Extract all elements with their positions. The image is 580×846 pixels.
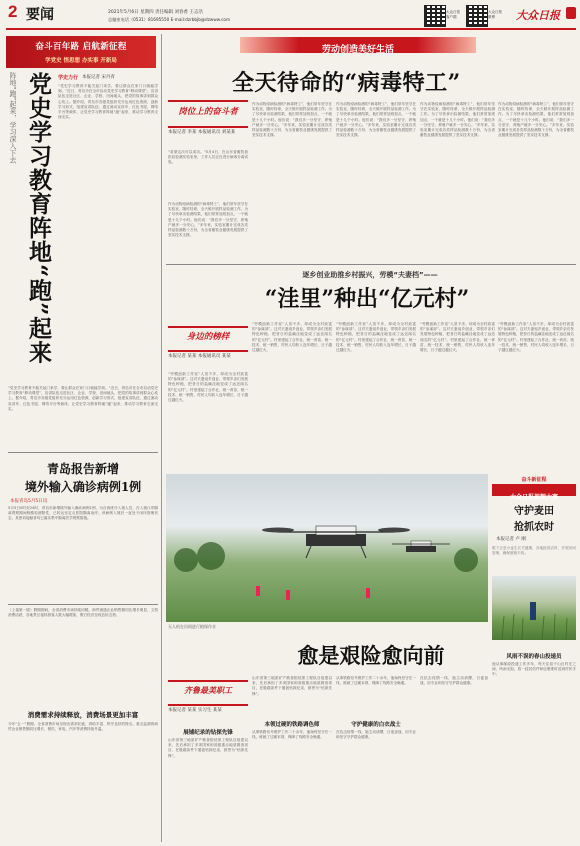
drone-left-icon: [262, 526, 410, 558]
frontline-sub3: 守护健康的白衣战士: [351, 722, 401, 728]
feature-body-3: 作为动物疫病检测的“病毒特工”，他们常年坚守在实验室，随时待命，全天候开展样品检测工作。为了尽快拿出检测结果，他们常常加班加点，一干就是十几个小时。他们说：“我们多一分坚守，养殖户就多一分安心。”多年来，实验室累计完成各类样品检测数十万份，为全省畜牧业健康发展提供了坚实技术支撑。: [336, 102, 416, 138]
left-main-byline: 本报记者 宋丹青: [82, 75, 115, 80]
wheat-body2: 他从事邮政投递工作多年，每天往返于山区村庄之间，风雨无阻，将一封封信件和包裹准时送到村民手中。: [492, 662, 576, 677]
drone-caption: 无人机在田间进行植保作业: [168, 624, 216, 629]
paper-name-logo: 大众日报: [516, 9, 560, 22]
rural-body-5: “劳模创新工作室”人虽不多，却成为全村致富的“参谋部”。这对夫妻返乡创业，带领乡亲们发展特色种植，把昔日的盐碱洼地变成了远近闻名的“亿元村”。村里建起了合作社，统一育苗、统一技术、统一销售，村民人均收入连年增长，日子越过越红火。: [498, 322, 574, 353]
feature-body-5: 作为动物疫病检测的“病毒特工”，他们常年坚守在实验室，随时待命，全天候开展样品检测工作。为了尽快拿出检测结果，他们常常加班加点，一干就是十几个小时。他们说：“我们多一分坚守，养殖户就多一分安心。”多年来，实验室累计完成各类样品检测数十万份，为全省畜牧业健康发展提供了坚实技术支撑。: [498, 102, 574, 138]
column-separator: [161, 34, 162, 842]
farmer-figure: [530, 602, 536, 620]
post-label: [168, 100, 248, 128]
rural-top-rule: [166, 264, 576, 265]
drone-right-icon: [392, 541, 450, 552]
frontline-sub1: 展铺纪录的钻探先锋: [183, 730, 233, 736]
frontline-body3: 在抗击疫情一线，她主动请缨，日夜奋战，用专业和坚守守护群众健康。: [336, 730, 416, 740]
left-main-kicker: 学史力行: [58, 75, 79, 81]
left-main-body-continued: “党史学习教育不能关起门来学，要让群众在家门口就能学到。”近日，青岛市在全市启动党史学习教育“移动课堂”，宣讲队伍走进社区、企业、学校、田间地头，把党的故事讲到群众心坎上。据介绍，青岛市各级党组织充分运用红色资源，创新学习形式，组建宣讲队伍，通过流动宣讲车、红色书屋、网络平台等载体，让党史学习教育阵地“跑”起来，推动学习教育走深走实。: [8, 386, 158, 411]
left-second-headline-2: 境外输入确诊病例1例: [24, 480, 142, 494]
masthead-rule: [6, 28, 576, 30]
left-main-headline: 党史学习教育阵地“跑”起来: [25, 72, 52, 365]
left-third-body: （上接第一版）假期期间，全省消费市场持续回暖，商贸流通企业销售额同比增长明显，文旅消费活跃，各地景区接待游客人数大幅增加，假日经济呈现良好态势。: [8, 608, 158, 618]
frontline-label: [168, 680, 248, 706]
rural-body-1: “劳模创新工作室”人虽不多，却成为全村致富的“参谋部”。这对夫妻返乡创业，带领乡亲们发展特色种植，把昔日的盐碱洼地变成了远近闻名的“亿元村”。村里建起了合作社，统一育苗、统一技术、统一销售，村民人均收入连年增长，日子越过越红火。: [168, 372, 248, 403]
rural-banner: 逐乡创业助推乡村振兴，劳模“夫妻档”——: [302, 271, 438, 279]
feature-quote: “希望这次可以成功。”5月4日，在山东省畜牧兽医局检测实验室里，工作人员正在进行病毒分离试验。: [168, 150, 248, 165]
left-divider-2: [8, 604, 158, 605]
frontline-headline: 愈是艰险愈向前: [297, 643, 445, 668]
left-second-headline-1: 青岛报告新增: [46, 462, 119, 476]
feature-body-4: 作为动物疫病检测的“病毒特工”，他们常年坚守在实验室，随时待命，全天候开展样品检测工作。为了尽快拿出检测结果，他们常常加班加点，一干就是十几个小时。他们说：“我们多一分坚守，养殖户就多一分安心。”多年来，实验室累计完成各类样品检测数十万份，为全省畜牧业健康发展提供了坚实技术支撑。: [420, 102, 495, 138]
left-second-byline: 本报青岛5月5日讯: [10, 499, 48, 504]
drone-illustration: [166, 474, 488, 622]
left-main-body: “党史学习教育不能关起门来学，要让群众在家门口就能学到。”近日，青岛市在全市启动党史学习教育“移动课堂”，宣讲队伍走进社区、企业、学校、田间地头，把党的故事讲到群众心坎上。据介绍，青岛市各级党组织充分运用红色资源，创新学习形式，组建宣讲队伍，通过流动宣讲车、红色书屋、网络平台等载体，让党史学习教育阵地“跑”起来，推动学习教育走深走实。: [58, 84, 158, 120]
workers-in-field: [256, 586, 370, 600]
wheat-photo: [492, 576, 576, 640]
frontline-label-text: 齐鲁最美职工: [184, 686, 232, 695]
frontline-sub2: 本领过硬的铁路调色师: [264, 722, 320, 728]
frontline-body2b: 从事铁路信号维护工作二十余年，他始终坚守在一线，练就了过硬本领，保障了线路安全畅通。: [336, 676, 416, 686]
feature-headline: 全天待命的“病毒特工”: [232, 70, 461, 96]
rural-body-4: “劳模创新工作室”人虽不多，却成为全村致富的“参谋部”。这对夫妻返乡创业，带领乡亲们发展特色种植，把昔日的盐碱洼地变成了远近闻名的“亿元村”。村里建起了合作社，统一育苗、统一技术、统一销售，村民人均收入连年增长，日子越过越红火。: [420, 322, 495, 353]
frontline-body3b: 在抗击疫情一线，她主动请缨，日夜奋战，用专业和坚守守护群众健康。: [420, 676, 488, 686]
frontline-body2: 从事铁路信号维护工作二十余年，他始终坚守在一线，练就了过硬本领，保障了线路安全畅通。: [252, 730, 332, 740]
wheat-body: 眼下正是小麦生长关键期，各地抢抓农时，开展田间管理，确保夏粮丰收。: [492, 546, 576, 556]
issue-line: 2021年5月6日 星期四 责任编辑 刘春香 王志浩: [108, 10, 203, 15]
qr-label-client: 大众日报客户端: [446, 10, 460, 19]
right-banner: [240, 37, 476, 53]
wheat-headline-2: 抢抓农时: [514, 522, 554, 533]
frontline-byline: 本报记者 某某 实习生 某某: [168, 708, 222, 713]
left-second-body: 5月5日0时至24时，青岛市新增境外输入确诊病例1例，为自西班牙入境人员，在入境口岸隔离观察期间核酸检测阳性，已转运至定点医院隔离治疗。该病例入境后一直处于闭环管理状态，其密切接触者均已落实集中隔离医学观察措施。: [8, 506, 158, 521]
right-banner-title: 劳动创造美好生活: [321, 45, 394, 55]
paper-logo-icon: [566, 7, 576, 19]
left-bottom-body: 今年“五一”假期，全省消费市场呈现出需求旺盛、供给丰富、秩序良好的特点。重点监测的商贸企业销售额同比增长，餐饮、家电、汽车等消费持续升温。: [8, 722, 158, 732]
rural-body-2: “劳模创新工作室”人虽不多，却成为全村致富的“参谋部”。这对夫妻返乡创业，带领乡亲们发展特色种植，把昔日的盐碱洼地变成了远近闻名的“亿元村”。村里建起了合作社，统一育苗、统一技术、统一销售，村民人均收入连年增长，日子越过越红火。: [252, 322, 332, 353]
rural-byline: 本报记者 某某 本报通讯员 某某: [168, 354, 231, 359]
contact-line: 总编室电话（0531）81695550 E-mail:dzrbbjb@dzwww.com: [108, 17, 231, 22]
section-title: 要闻: [26, 7, 54, 23]
left-main-side: 阵地“跑”起来，学习深入下去: [9, 72, 17, 164]
left-banner-subtitle: 学党史 悟思想 办实事 开新局: [45, 58, 117, 64]
left-bottom-headline: 消费需求持续释放，消费场景更加丰富: [27, 711, 139, 719]
wheat-byline: 本报记者 卢 刚: [496, 537, 526, 542]
wheat-label: [492, 484, 576, 501]
feature-body-1: 作为动物疫病检测的“病毒特工”，他们常年坚守在实验室，随时待命，全天候开展样品检测工作。为了尽快拿出检测结果，他们常常加班加点，一干就是十几个小时。他们说：“我们多一分坚守，养殖户就多一分安心。”多年来，实验室累计完成各类样品检测数十万份，为全省畜牧业健康发展提供了坚实技术支撑。: [168, 202, 248, 238]
left-banner: [6, 36, 156, 68]
rural-body-3: “劳模创新工作室”人虽不多，却成为全村致富的“参谋部”。这对夫妻返乡创业，带领乡亲们发展特色种植，把昔日的盐碱洼地变成了远近闻名的“亿元村”。村里建起了合作社，统一育苗、统一技术、统一销售，村民人均收入连年增长，日子越过越红火。: [336, 322, 416, 353]
left-banner-title: 奋斗百年路 启航新征程: [35, 42, 127, 52]
side-label: [168, 326, 248, 352]
frontline-body1b: 山东省第三地质矿产勘查院钻探工程队自组建以来，先后承担了多项国家和省级重点地质勘查项目，在极端条件下屡创钻探纪录，被誉为“钻探先锋”。: [252, 676, 332, 696]
rural-headline: “洼里”种出“亿元村”: [264, 286, 470, 312]
wheat-field-illustration: [492, 576, 576, 640]
wheat-label-text: 大众日报视频大赛: [509, 494, 558, 501]
post-label-text: 岗位上的奋斗者: [178, 107, 238, 117]
left-divider-1: [8, 452, 158, 453]
feature-byline: 本报记者 李某 本报通讯员 刘某某: [168, 130, 236, 135]
drone-photo: [166, 474, 488, 622]
wheat-sub: 风雨不误的春山投递员: [506, 654, 562, 660]
side-label-text: 身边的榜样: [186, 332, 230, 342]
qr-code-weibo: [466, 5, 488, 27]
page-number: 2: [8, 2, 18, 21]
qr-label-weibo: 大众日报微博: [488, 10, 502, 19]
qr-code-client: [424, 5, 446, 27]
feature-body-2: 作为动物疫病检测的“病毒特工”，他们常年坚守在实验室，随时待命，全天候开展样品检测工作。为了尽快拿出检测结果，他们常常加班加点，一干就是十几个小时。他们说：“我们多一分坚守，养殖户就多一分安心。”多年来，实验室累计完成各类样品检测数十万份，为全省畜牧业健康发展提供了坚实技术支撑。: [252, 102, 332, 138]
frontline-body1: 山东省第三地质矿产勘查院钻探工程队自组建以来，先后承担了多项国家和省级重点地质勘查项目，在极端条件下屡创钻探纪录，被誉为“钻探先锋”。: [168, 738, 248, 758]
wheat-headline-1: 守护麦田: [514, 506, 554, 517]
wheat-brand: 奋斗新征程: [521, 477, 547, 483]
